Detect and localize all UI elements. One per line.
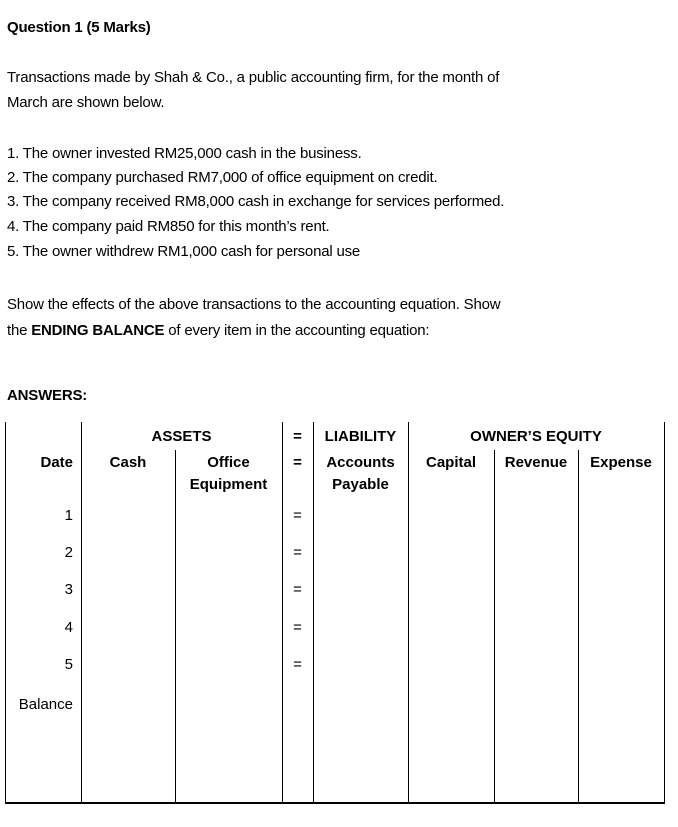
transaction-item: 5. The owner withdrew RM1,000 cash for personal use <box>7 243 361 260</box>
header-liability: LIABILITY <box>324 428 397 445</box>
transaction-item: 1. The owner invested RM25,000 cash in the business. <box>7 145 362 162</box>
equals-sign: = <box>293 428 302 445</box>
intro-line: March are shown below. <box>7 94 165 111</box>
row-date: 4 <box>64 619 73 636</box>
instruction-line: the ENDING BALANCE of every item in the accounting equation: <box>7 322 430 339</box>
transaction-item: 3. The company received RM8,000 cash in exchange for services performed. <box>7 193 505 210</box>
row-date: 3 <box>64 581 73 598</box>
col-expense: Expense <box>590 454 652 471</box>
transaction-item: 2. The company purchased RM7,000 of office equipment on credit. <box>7 169 438 186</box>
equals-sign: = <box>293 656 302 673</box>
col-accounts-payable: Accounts Payable <box>326 454 395 493</box>
col-capital: Capital <box>425 454 476 471</box>
col-cash: Cash <box>109 454 147 471</box>
equals-sign: = <box>293 454 302 471</box>
row-date: 5 <box>64 656 73 673</box>
equals-sign: = <box>293 544 302 561</box>
answers-label: ANSWERS: <box>7 387 88 404</box>
intro-line: Transactions made by Shah & Co., a public accounting firm, for the month of <box>7 69 500 86</box>
instruction-line: Show the effects of the above transactions to the accounting equation. Show <box>7 296 501 313</box>
header-assets: ASSETS <box>151 428 212 445</box>
row-date: 2 <box>64 544 73 561</box>
equals-sign: = <box>293 619 302 636</box>
equals-sign: = <box>293 507 302 524</box>
col-date: Date <box>40 454 73 471</box>
col-office-equipment: Office Equipment <box>189 454 268 493</box>
question-title: Question 1 (5 Marks) <box>7 19 151 36</box>
col-revenue: Revenue <box>504 454 568 471</box>
equals-sign: = <box>293 581 302 598</box>
row-date: Balance <box>18 696 73 713</box>
header-owners-equity: OWNER’S EQUITY <box>470 428 602 445</box>
row-date: 1 <box>64 507 73 524</box>
transaction-item: 4. The company paid RM850 for this month’s rent. <box>7 218 330 235</box>
